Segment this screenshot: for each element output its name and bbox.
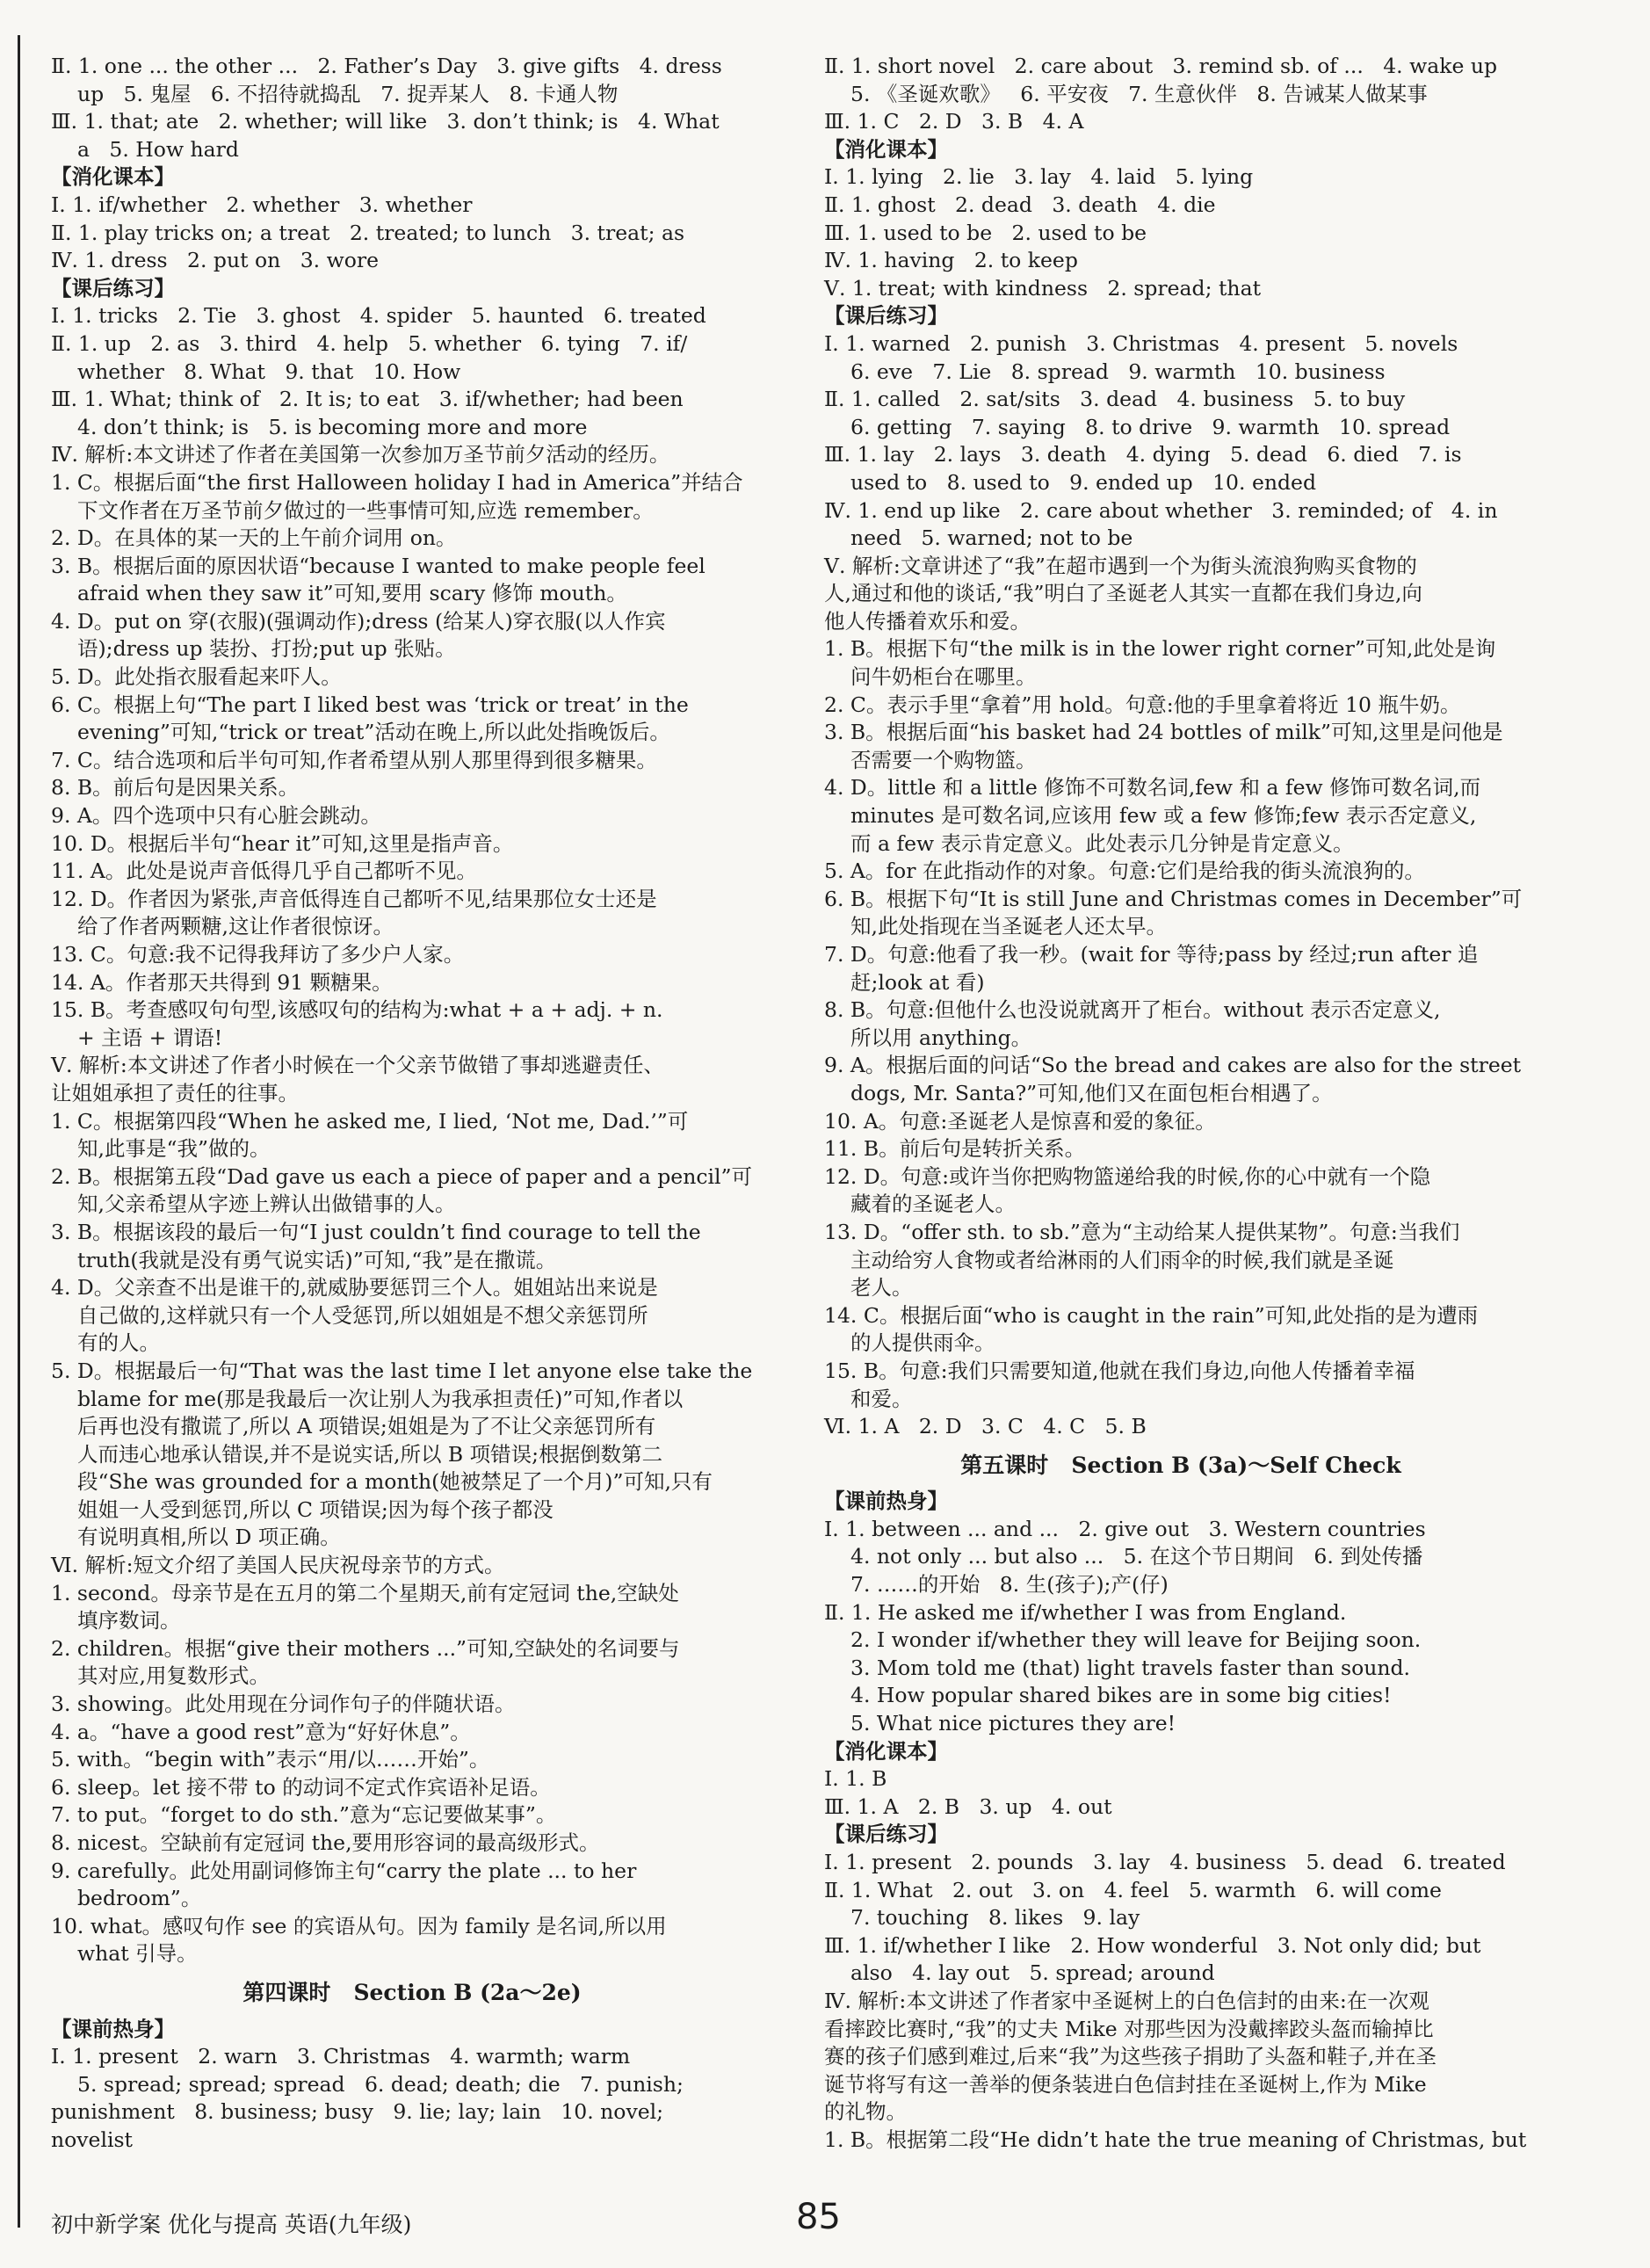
answer-line: 8. B。前后句是因果关系。: [51, 775, 300, 801]
answer-line: 7. C。结合选项和后半句可知,作者希望从别人那里得到很多糖果。: [51, 747, 657, 772]
answer-line: what 引导。: [77, 1941, 198, 1967]
answer-line: whether 8. What 9. that 10. How: [77, 359, 461, 384]
answer-line: 看摔跤比赛时,“我”的丈夫 Mike 对那些因为没戴摔跤头盔而输掉比: [824, 2016, 1434, 2041]
answer-line: 1. C。根据后面“the first Halloween holiday I had in America”并结合: [51, 469, 743, 495]
answer-line: 后再也没有撒谎了,所以 A 项错误;姐姐是为了不让父亲惩罚所有: [77, 1414, 656, 1439]
answer-line: evening”可知,“trick or treat”活动在晚上,所以此处指晚饭后。: [77, 720, 670, 745]
answer-line: 10. A。句意:圣诞老人是惊喜和爱的象征。: [824, 1108, 1216, 1134]
answer-line: Ⅳ. 解析:本文讲述了作者在美国第一次参加万圣节前夕活动的经历。: [51, 442, 670, 467]
section-heading: 【消化课本】: [824, 136, 948, 162]
answer-line: Ⅴ. 1. treat; with kindness 2. spread; that: [824, 275, 1262, 301]
answer-line: 5. spread; spread; spread 6. dead; death; die 7. punish;: [77, 2071, 684, 2097]
answer-line: 8. B。句意:但他什么也没说就离开了柜台。without 表示否定意义,: [824, 997, 1441, 1023]
answer-line: Ⅱ. 1. He asked me if/whether I was from England.: [824, 1599, 1347, 1625]
answer-line: Ⅳ. 1. end up like 2. care about whether 3. reminded; of 4. in: [824, 497, 1498, 523]
answer-line: 老人。: [850, 1275, 913, 1301]
answer-line: Ⅲ. 1. lay 2. lays 3. death 4. dying 5. dead 6. died 7. is: [824, 442, 1462, 467]
answer-line: 的人提供雨伞。: [850, 1330, 995, 1356]
answer-line: 3. B。根据该段的最后一句“I just couldn’t find courage to tell the: [51, 1219, 701, 1244]
answer-line: Ⅲ. 1. A 2. B 3. up 4. out: [824, 1793, 1112, 1819]
answer-line: 赛的孩子们感到难过,后来“我”为这些孩子捐助了头盔和鞋子,并在圣: [824, 2044, 1437, 2069]
answer-line: 2. B。根据第五段“Dad gave us each a piece of paper and a pencil”可: [51, 1163, 753, 1189]
answer-line: Ⅰ. 1. lying 2. lie 3. lay 4. laid 5. lying: [824, 164, 1254, 190]
answer-line: 8. nicest。空缺前有定冠词 the,要用形容词的最高级形式。: [51, 1830, 600, 1855]
answer-line: Ⅵ. 解析:短文介绍了美国人民庆祝母亲节的方式。: [51, 1553, 505, 1578]
answer-line: blame for me(那是我最后一次让别人为我承担责任)”可知,作者以: [77, 1386, 684, 1411]
answer-line: afraid when they saw it”可知,要用 scary 修饰 mouth。: [77, 581, 627, 606]
answer-line: 13. D。“offer sth. to sb.”意为“主动给某人提供某物”。句意:当我们: [824, 1219, 1460, 1244]
answer-line: Ⅱ. 1. called 2. sat/sits 3. dead 4. business 5. to buy: [824, 387, 1406, 412]
answer-line: 有说明真相,所以 D 项正确。: [77, 1525, 341, 1550]
answer-line: also 4. lay out 5. spread; around: [850, 1960, 1215, 1986]
section-heading: 【课后练习】: [51, 275, 175, 301]
answer-line: dogs, Mr. Santa?”可知,他们又在面包柜台相遇了。: [850, 1080, 1333, 1105]
margin-rule: [18, 35, 20, 2228]
answer-line: Ⅲ. 1. What; think of 2. It is; to eat 3. if/whether; had been: [51, 387, 684, 412]
answer-line: 赶;look at 看): [850, 969, 985, 995]
answer-line: 藏着的圣诞老人。: [850, 1192, 1016, 1217]
answer-line: Ⅱ. 1. short novel 2. care about 3. remind sb. of ... 4. wake up: [824, 54, 1498, 78]
answer-line: 6. getting 7. saying 8. to drive 9. warmth 10. spread: [850, 414, 1451, 439]
answer-line: up 5. 鬼屋 6. 不招待就捣乱 7. 捉弄某人 8. 卡通人物: [77, 81, 619, 106]
answer-line: 7. D。句意:他看了我一秒。(wait for 等待;pass by 经过;run after 追: [824, 942, 1479, 967]
right-column: [824, 53, 1538, 2155]
answer-line: a 5. How hard: [77, 136, 239, 162]
answer-line: Ⅱ. 1. play tricks on; a treat 2. treated; to lunch 3. treat; as: [51, 220, 685, 245]
answer-line: 他人传播着欢乐和爱。: [824, 608, 1031, 634]
answer-line: truth(我就是没有勇气说实话)”可知,“我”是在撒谎。: [77, 1247, 557, 1272]
answer-line: 6. B。根据下句“It is still June and Christmas comes in December”可: [824, 886, 1523, 911]
answer-line: Ⅳ. 1. dress 2. put on 3. wore: [51, 248, 379, 273]
answer-line: 否需要一个购物篮。: [850, 747, 1037, 772]
answer-line: Ⅰ. 1. B: [824, 1766, 887, 1792]
answer-line: Ⅲ. 1. used to be 2. used to be: [824, 220, 1147, 245]
answer-line: Ⅱ. 1. up 2. as 3. third 4. help 5. whether 6. tying 7. if/: [51, 330, 688, 356]
answer-line: 下文作者在万圣节前夕做过的一些事情可知,应选 remember。: [77, 497, 654, 523]
section-heading: 【消化课本】: [824, 1738, 948, 1764]
answer-line: 自己做的,这样就只有一个人受惩罚,所以姐姐是不想父亲惩罚所: [77, 1302, 648, 1328]
answer-line: 15. B。考查感叹句句型,该感叹句的结构为:what + a + adj. + n.: [51, 997, 663, 1023]
answer-line: 11. B。前后句是转折关系。: [824, 1136, 1086, 1162]
answer-line: 6. sleep。let 接不带 to 的动词不定式作宾语补足语。: [51, 1774, 551, 1800]
answer-line: 主动给穷人食物或者给淋雨的人们雨伞的时候,我们就是圣诞: [850, 1247, 1394, 1272]
left-column: [51, 53, 773, 2155]
answer-line: 1. second。母亲节是在五月的第二个星期天,前有定冠词 the,空缺处: [51, 1580, 679, 1605]
answer-line: 2. children。根据“give their mothers ...”可知,空缺处的名词要与: [51, 1635, 680, 1661]
answer-line: Ⅴ. 解析:文章讲述了“我”在超市遇到一个为街头流浪狗购买食物的: [824, 553, 1417, 578]
answer-line: 给了作者两颗糖,这让作者很惊讶。: [77, 914, 394, 939]
answer-line: 5. A。for 在此指动作的对象。句意:它们是给我的街头流浪狗的。: [824, 859, 1425, 884]
answer-line: 填序数词。: [77, 1608, 181, 1634]
answer-line: Ⅱ. 1. one ... the other ... 2. Father’s Day 3. give gifts 4. dress: [51, 54, 722, 78]
answer-line: 5. What nice pictures they are!: [850, 1711, 1176, 1736]
answer-line: Ⅲ. 1. C 2. D 3. B 4. A: [824, 109, 1084, 134]
answer-line: Ⅲ. 1. if/whether I like 2. How wonderful 3. Not only did; but: [824, 1932, 1481, 1958]
answer-line: 5. with。“begin with”表示“用/以……开始”。: [51, 1747, 490, 1772]
answer-line: 5. D。根据最后一句“That was the last time I let anyone else take the: [51, 1358, 753, 1383]
answer-line: 11. A。此处是说声音低得几乎自己都听不见。: [51, 859, 477, 884]
answer-line: 9. A。根据后面的问话“So the bread and cakes are also for the street: [824, 1053, 1522, 1078]
page-number: 85: [796, 2197, 841, 2237]
answer-line: 14. A。作者那天共得到 91 颗糖果。: [51, 969, 393, 995]
answer-line: 知,父亲希望从字迹上辨认出做错事的人。: [77, 1192, 456, 1217]
section-heading: 【课后练习】: [824, 303, 948, 329]
answer-line: + 主语 + 谓语!: [77, 1025, 223, 1050]
answer-line: 12. D。句意:或许当你把购物篮递给我的时候,你的心中就有一个隐: [824, 1163, 1431, 1189]
answer-line: 4. D。little 和 a little 修饰不可数名词,few 和 a few 修饰可数名词,而: [824, 775, 1481, 801]
answer-line: used to 8. used to 9. ended up 10. ended: [850, 469, 1316, 495]
answer-line: Ⅵ. 1. A 2. D 3. C 4. C 5. B: [824, 1414, 1147, 1439]
answer-line: 而 a few 表示肯定意义。此处表示几分钟是肯定意义。: [850, 830, 1354, 856]
lesson-title: 第五课时 Section B (3a)～Self Check: [960, 1452, 1401, 1478]
answer-line: 4. How popular shared bikes are in some big cities!: [850, 1683, 1392, 1708]
answer-line: 10. what。感叹句作 see 的宾语从句。因为 family 是名词,所以用: [51, 1913, 667, 1938]
answer-line: Ⅰ. 1. tricks 2. Tie 3. ghost 4. spider 5. haunted 6. treated: [51, 303, 706, 329]
section-heading: 【课前热身】: [51, 2016, 175, 2041]
answer-line: punishment 8. business; busy 9. lie; lay; lain 10. novel;: [51, 2099, 664, 2125]
book-title: 初中新学案 优化与提高 英语(九年级): [51, 2212, 412, 2237]
answer-line: 姐姐一人受到惩罚,所以 C 项错误;因为每个孩子都没: [77, 1496, 554, 1522]
answer-line: 2. C。表示手里“拿着”用 hold。句意:他的手里拿着将近 10 瓶牛奶。: [824, 692, 1461, 717]
answer-line: 1. C。根据第四段“When he asked me, I lied, ‘Not me, Dad.’”可: [51, 1108, 689, 1134]
answer-line: Ⅲ. 1. that; ate 2. whether; will like 3. don’t think; is 4. What: [51, 109, 720, 134]
answer-line: 人,通过和他的谈话,“我”明白了圣诞老人其实一直都在我们身边,向: [824, 581, 1422, 606]
answer-line: 段“She was grounded for a month(她被禁足了一个月)”可知,只有: [77, 1469, 713, 1495]
answer-line: 2. D。在具体的某一天的上午前介词用 on。: [51, 525, 457, 551]
answer-line: 1. B。根据第二段“He didn’t hate the true meaning of Christmas, but: [824, 2127, 1527, 2152]
answer-line: 15. B。句意:我们只需要知道,他就在我们身边,向他人传播着幸福: [824, 1358, 1415, 1383]
answer-line: Ⅰ. 1. between ... and ... 2. give out 3. Western countries: [824, 1516, 1426, 1541]
answer-line: 9. carefully。此处用副词修饰主句“carry the plate ... to her: [51, 1858, 637, 1883]
answer-line: 12. D。作者因为紧张,声音低得连自己都听不见,结果那位女士还是: [51, 886, 657, 911]
answer-line: 有的人。: [77, 1330, 160, 1356]
answer-line: 4. D。父亲查不出是谁干的,就威胁要惩罚三个人。姐姐站出来说是: [51, 1275, 658, 1301]
answer-line: 问牛奶柜台在哪里。: [850, 664, 1037, 690]
answer-line: 知,此处指现在当圣诞老人还太早。: [850, 914, 1167, 939]
answer-line: 5. 《圣诞欢歌》 6. 平安夜 7. 生意伙伴 8. 告诫某人做某事: [850, 81, 1428, 106]
answer-line: 10. D。根据后半句“hear it”可知,这里是指声音。: [51, 830, 514, 856]
answer-line: 6. C。根据上句“The part I liked best was ‘trick or treat’ in the: [51, 692, 689, 717]
answer-line: Ⅰ. 1. present 2. pounds 3. lay 4. business 5. dead 6. treated: [824, 1850, 1506, 1874]
answer-line: Ⅱ. 1. ghost 2. dead 3. death 4. die: [824, 192, 1216, 217]
answer-line: Ⅳ. 解析:本文讲述了作者家中圣诞树上的白色信封的由来:在一次观: [824, 1988, 1429, 2013]
answer-line: 7. ……的开始 8. 生(孩子);产(仔): [850, 1572, 1169, 1598]
answer-line: 4. don’t think; is 5. is becoming more and more: [77, 414, 588, 439]
answer-line: 6. eve 7. Lie 8. spread 9. warmth 10. business: [850, 359, 1386, 384]
answer-line: Ⅴ. 解析:本文讲述了作者小时候在一个父亲节做错了事却逃避责任、: [51, 1053, 664, 1078]
answer-line: Ⅰ. 1. present 2. warn 3. Christmas 4. warmth; warm: [51, 2044, 631, 2069]
answer-line: 4. a。“have a good rest”意为“好好休息”。: [51, 1719, 471, 1744]
answer-line: 4. D。put on 穿(衣服)(强调动作);dress (给某人)穿衣服(以人作宾: [51, 608, 666, 634]
answer-line: 7. to put。“forget to do sth.”意为“忘记要做某事”。: [51, 1802, 557, 1828]
answer-line: 知,此事是“我”做的。: [77, 1136, 271, 1162]
answer-line: Ⅰ. 1. warned 2. punish 3. Christmas 4. present 5. novels: [824, 330, 1458, 356]
section-heading: 【课后练习】: [824, 1822, 948, 1847]
answer-line: 14. C。根据后面“who is caught in the rain”可知,此处指的是为遭雨: [824, 1302, 1479, 1328]
answer-line: Ⅱ. 1. What 2. out 3. on 4. feel 5. warmth 6. will come: [824, 1877, 1442, 1902]
answer-line: 4. not only ... but also ... 5. 在这个节日期间 6. 到处传播: [850, 1544, 1423, 1569]
answer-line: 诞节将写有这一善举的便条装进白色信封挂在圣诞树上,作为 Mike: [824, 2071, 1427, 2097]
section-heading: 【消化课本】: [51, 164, 175, 190]
answer-line: 所以用 anything。: [850, 1025, 1032, 1050]
answer-line: 3. showing。此处用现在分词作句子的伴随状语。: [51, 1692, 516, 1717]
section-heading: 【课前热身】: [824, 1489, 948, 1514]
answer-line: 3. B。根据后面的原因状语“because I wanted to make people feel: [51, 553, 706, 578]
answer-line: 语);dress up 装扮、打扮;put up 张贴。: [77, 636, 456, 662]
answer-line: bedroom”。: [77, 1886, 202, 1911]
answer-line: need 5. warned; not to be: [850, 525, 1133, 551]
answer-line: Ⅰ. 1. if/whether 2. whether 3. whether: [51, 192, 473, 217]
lesson-title: 第四课时 Section B (2a～2e): [242, 1979, 582, 2005]
answer-line: 13. C。句意:我不记得我拜访了多少户人家。: [51, 942, 465, 967]
answer-line: 7. touching 8. likes 9. lay: [850, 1905, 1140, 1931]
answer-line: minutes 是可数名词,应该用 few 或 a few 修饰;few 表示否定意义,: [850, 803, 1477, 829]
answer-line: 9. A。四个选项中只有心脏会跳动。: [51, 803, 381, 829]
answer-line: 让姐姐承担了责任的往事。: [51, 1080, 299, 1105]
answer-line: 2. I wonder if/whether they will leave for Beijing soon.: [850, 1627, 1422, 1653]
answer-line: 3. Mom told me (that) light travels faster than sound.: [850, 1655, 1411, 1680]
answer-line: 和爱。: [850, 1386, 913, 1411]
answer-line: 3. B。根据后面“his basket had 24 bottles of milk”可知,这里是问他是: [824, 720, 1503, 745]
answer-line: 的礼物。: [824, 2099, 907, 2125]
answer-line: novelist: [51, 2127, 134, 2152]
answer-line: Ⅳ. 1. having 2. to keep: [824, 248, 1078, 273]
answer-line: 人而违心地承认错误,并不是说实话,所以 B 项错误;根据倒数第二: [77, 1441, 663, 1467]
answer-line: 其对应,用复数形式。: [77, 1663, 270, 1689]
answer-line: 1. B。根据下句“the milk is in the lower right corner”可知,此处是询: [824, 636, 1496, 662]
answer-line: 5. D。此处指衣服看起来吓人。: [51, 664, 342, 690]
